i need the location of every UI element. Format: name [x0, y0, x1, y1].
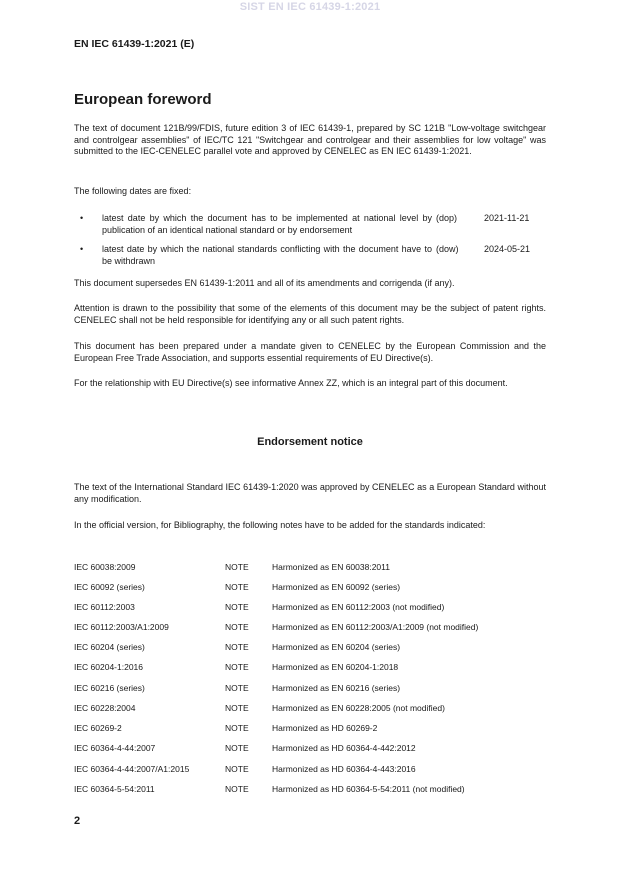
note-text: Harmonized as HD 60364-4-443:2016: [272, 764, 416, 774]
note-row: [74, 703, 546, 715]
date-item-text: latest date by which the document has to be implemented at national level by publication of an identical national standard or by endorsement: [102, 213, 432, 235]
note-standard: IEC 60204-1:2016: [74, 662, 143, 672]
note-row: [74, 764, 546, 776]
foreword-paragraph-4: [74, 303, 546, 326]
watermark: SIST EN IEC 61439-1:2021: [239, 1, 381, 13]
note-label: NOTE: [225, 602, 249, 612]
document-id: EN IEC 61439-1:2021 (E): [74, 38, 195, 50]
note-label: NOTE: [225, 642, 249, 652]
date-item-code: (dow): [436, 244, 459, 254]
note-standard: IEC 60364-5-54:2011: [74, 784, 155, 794]
note-label: NOTE: [225, 562, 249, 572]
foreword-text-4: Attention is drawn to the possibility that some of the elements of this document may be the subject of patent rights. CENELEC shall not be held responsible for identifying any or all such patent rights.: [74, 303, 546, 325]
endorsement-text-2: In the official version, for Bibliography, the following notes have to be added for the standards indicated:: [74, 520, 486, 530]
note-label: NOTE: [225, 743, 249, 753]
note-text: Harmonized as EN 60216 (series): [272, 683, 401, 693]
foreword-text-1: The text of document 121B/99/FDIS, future edition 3 of IEC 61439-1, prepared by SC 121B "Low-voltage switchgear and controlgear assemblies" of IEC/TC 121 "Switchgear and controlgear and their assemblies for low voltage" was submitted to the IEC-CENELEC parallel vote and approved by CENELEC as EN IEC 61439-1:2021.: [74, 123, 546, 156]
note-text: Harmonized as HD 60269-2: [272, 723, 378, 733]
endorsement-title: Endorsement notice: [257, 436, 363, 448]
note-text: Harmonized as HD 60364-4-442:2012: [272, 743, 416, 753]
note-label: NOTE: [225, 703, 249, 713]
note-standard: IEC 60038:2009: [74, 562, 136, 572]
foreword-paragraph-5: [74, 341, 546, 364]
note-row: [74, 662, 546, 674]
bullet-icon: •: [80, 244, 84, 254]
foreword-title: European foreword: [74, 91, 212, 108]
foreword-text-3: This document supersedes EN 61439-1:2011 and all of its amendments and corrigenda (if any).: [74, 278, 455, 288]
note-standard: IEC 60112:2003/A1:2009: [74, 622, 169, 632]
note-row: [74, 743, 546, 755]
note-standard: IEC 60228:2004: [74, 703, 136, 713]
note-text: Harmonized as EN 60204 (series): [272, 642, 401, 652]
note-label: NOTE: [225, 662, 249, 672]
note-label: NOTE: [225, 723, 249, 733]
note-row: [74, 622, 546, 634]
page-number: 2: [74, 815, 81, 827]
foreword-paragraph-1: [74, 123, 546, 158]
note-standard: IEC 60216 (series): [74, 683, 145, 693]
note-row: [74, 562, 546, 574]
note-standard: IEC 60204 (series): [74, 642, 145, 652]
foreword-text-6: For the relationship with EU Directive(s) see informative Annex ZZ, which is an integral part of this document.: [74, 378, 508, 388]
foreword-text-2: The following dates are fixed:: [74, 186, 192, 196]
date-item-date: 2021-11-21: [484, 213, 530, 223]
foreword-paragraph-2: [74, 186, 546, 198]
note-text: Harmonized as EN 60092 (series): [272, 582, 401, 592]
endorsement-text-1: The text of the International Standard IEC 61439-1:2020 was approved by CENELEC as a European Standard without any modification.: [74, 482, 546, 504]
note-label: NOTE: [225, 764, 249, 774]
note-standard: IEC 60092 (series): [74, 582, 145, 592]
note-label: NOTE: [225, 683, 249, 693]
note-row: [74, 683, 546, 695]
note-label: NOTE: [225, 784, 249, 794]
note-row: [74, 602, 546, 614]
note-standard: IEC 60112:2003: [74, 602, 135, 612]
foreword-paragraph-3: [74, 278, 546, 290]
endorsement-paragraph-2: [74, 520, 546, 532]
bullet-icon: •: [80, 213, 84, 223]
date-item-text: latest date by which the national standards conflicting with the document have to be withdrawn: [102, 244, 432, 266]
note-row: [74, 642, 546, 654]
note-standard: IEC 60364-4-44:2007: [74, 743, 156, 753]
note-standard: IEC 60269-2: [74, 723, 122, 733]
note-label: NOTE: [225, 582, 249, 592]
note-standard: IEC 60364-4-44:2007/A1:2015: [74, 764, 190, 774]
note-text: Harmonized as EN 60228:2005 (not modified): [272, 703, 445, 713]
note-text: Harmonized as EN 60112:2003/A1:2009 (not modified): [272, 622, 479, 632]
note-row: [74, 723, 546, 735]
date-item-date: 2024-05-21: [484, 244, 531, 254]
date-item-code: (dop): [436, 213, 458, 223]
note-row: [74, 784, 546, 796]
note-text: Harmonized as EN 60038:2011: [272, 562, 390, 572]
note-text: Harmonized as EN 60204-1:2018: [272, 662, 399, 672]
note-text: Harmonized as EN 60112:2003 (not modified): [272, 602, 445, 612]
note-text: Harmonized as HD 60364-5-54:2011 (not modified): [272, 784, 465, 794]
foreword-text-5: This document has been prepared under a mandate given to CENELEC by the European Commission and the European Free Trade Association, and supports essential requirements of EU Directive(s).: [74, 341, 546, 363]
endorsement-paragraph-1: [74, 482, 546, 505]
note-label: NOTE: [225, 622, 249, 632]
note-row: [74, 582, 546, 594]
foreword-paragraph-6: [74, 378, 546, 390]
